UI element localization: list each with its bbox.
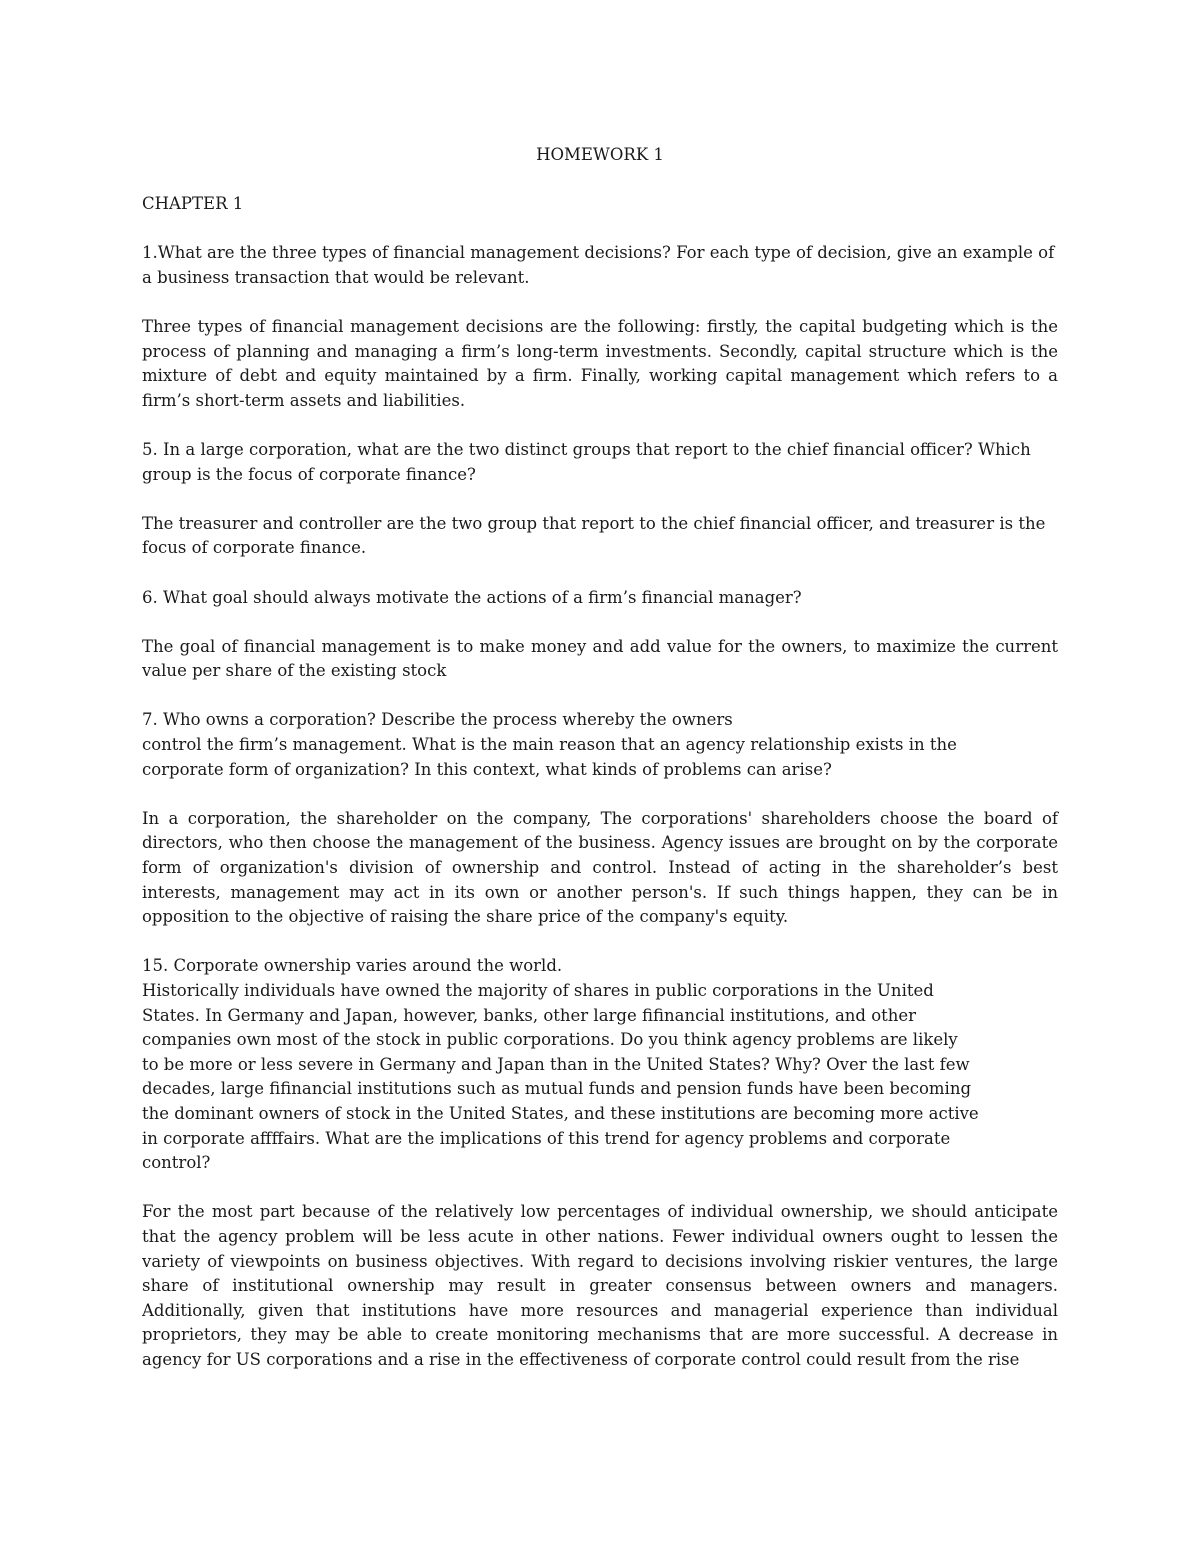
question-15-line: the dominant owners of stock in the United States, and these institutions are becoming more active — [142, 1103, 979, 1123]
question-7-line: corporate form of organization? In this context, what kinds of problems can arise? — [142, 759, 832, 779]
question-7-line: 7. Who owns a corporation? Describe the process whereby the owners — [142, 710, 733, 730]
answer-5: The treasurer and controller are the two group that report to the chief financial officer, and treasurer is the focus of corporate finance. — [142, 513, 1046, 558]
question-15-line: States. In Germany and Japan, however, banks, other large fifinancial institutions, and other — [142, 1005, 917, 1025]
question-15-line: to be more or less severe in Germany and Japan than in the United States? Why? Over the last few — [142, 1054, 970, 1074]
question-7-line: control the firm’s management. What is the main reason that an agency relationship exists in the — [142, 735, 957, 755]
answer-15: For the most part because of the relatively low percentages of individual ownership, we should anticipate that the agency problem will be less acute in other nations. Fewer individual owners ought to lessen the variety of viewpoints on business objectives. With regard to decisions involving riskier ventures, the large share of institutional ownership may result in greater consensus between owners and managers. Additionally, given that institutions have more resources and managerial experience than individual proprietors, they may be able to create monitoring mechanisms that are more successful. A decrease in agency for US corporations and a rise in the effectiveness of corporate control could result from the rise — [142, 1202, 1058, 1369]
question-6: 6. What goal should always motivate the actions of a firm’s financial manager? — [142, 587, 802, 607]
answer-7: In a corporation, the shareholder on the company, The corporations' shareholders choose the board of directors, who then choose the management of the business. Agency issues are brought on by the corporate form of organization's division of ownership and control. Instead of acting in the shareholder’s best interests, management may act in its own or another person's. If such things happen, they can be in opposition to the objective of raising the share price of the company's equity. — [142, 808, 1058, 927]
question-15-line: companies own most of the stock in public corporations. Do you think agency problems are likely — [142, 1030, 958, 1050]
answer-1: Three types of financial management decisions are the following: firstly, the capital budgeting which is the process of planning and managing a firm’s long-term investments. Secondly, capital structure which is the mixture of debt and equity maintained by a firm. Finally, working capital management which refers to a firm’s short-term assets and liabilities. — [142, 316, 1058, 410]
document-title: HOMEWORK 1 — [536, 145, 664, 164]
answer-6: The goal of financial management is to make money and add value for the owners, to maximize the current value per share of the existing stock — [142, 636, 1058, 681]
question-5: 5. In a large corporation, what are the two distinct groups that report to the chief financial officer? Which group is the focus of corporate finance? — [142, 439, 1031, 484]
question-1: 1.What are the three types of financial management decisions? For each type of decision, give an example of a business transaction that would be relevant. — [142, 243, 1055, 287]
question-15-line: 15. Corporate ownership varies around the world. — [142, 956, 563, 976]
question-15-line: in corporate affffairs. What are the implications of this trend for agency problems and corporate — [142, 1128, 951, 1148]
question-15-line: Historically individuals have owned the majority of shares in public corporations in the United — [142, 981, 934, 1000]
question-15-line: decades, large fifinancial institutions such as mutual funds and pension funds have been becoming — [142, 1079, 972, 1099]
chapter-heading: CHAPTER 1 — [142, 194, 244, 213]
question-15 — [142, 954, 1002, 1175]
question-7 — [142, 708, 1058, 782]
question-15-line: control? — [142, 1153, 211, 1173]
document-body — [142, 192, 1058, 1397]
